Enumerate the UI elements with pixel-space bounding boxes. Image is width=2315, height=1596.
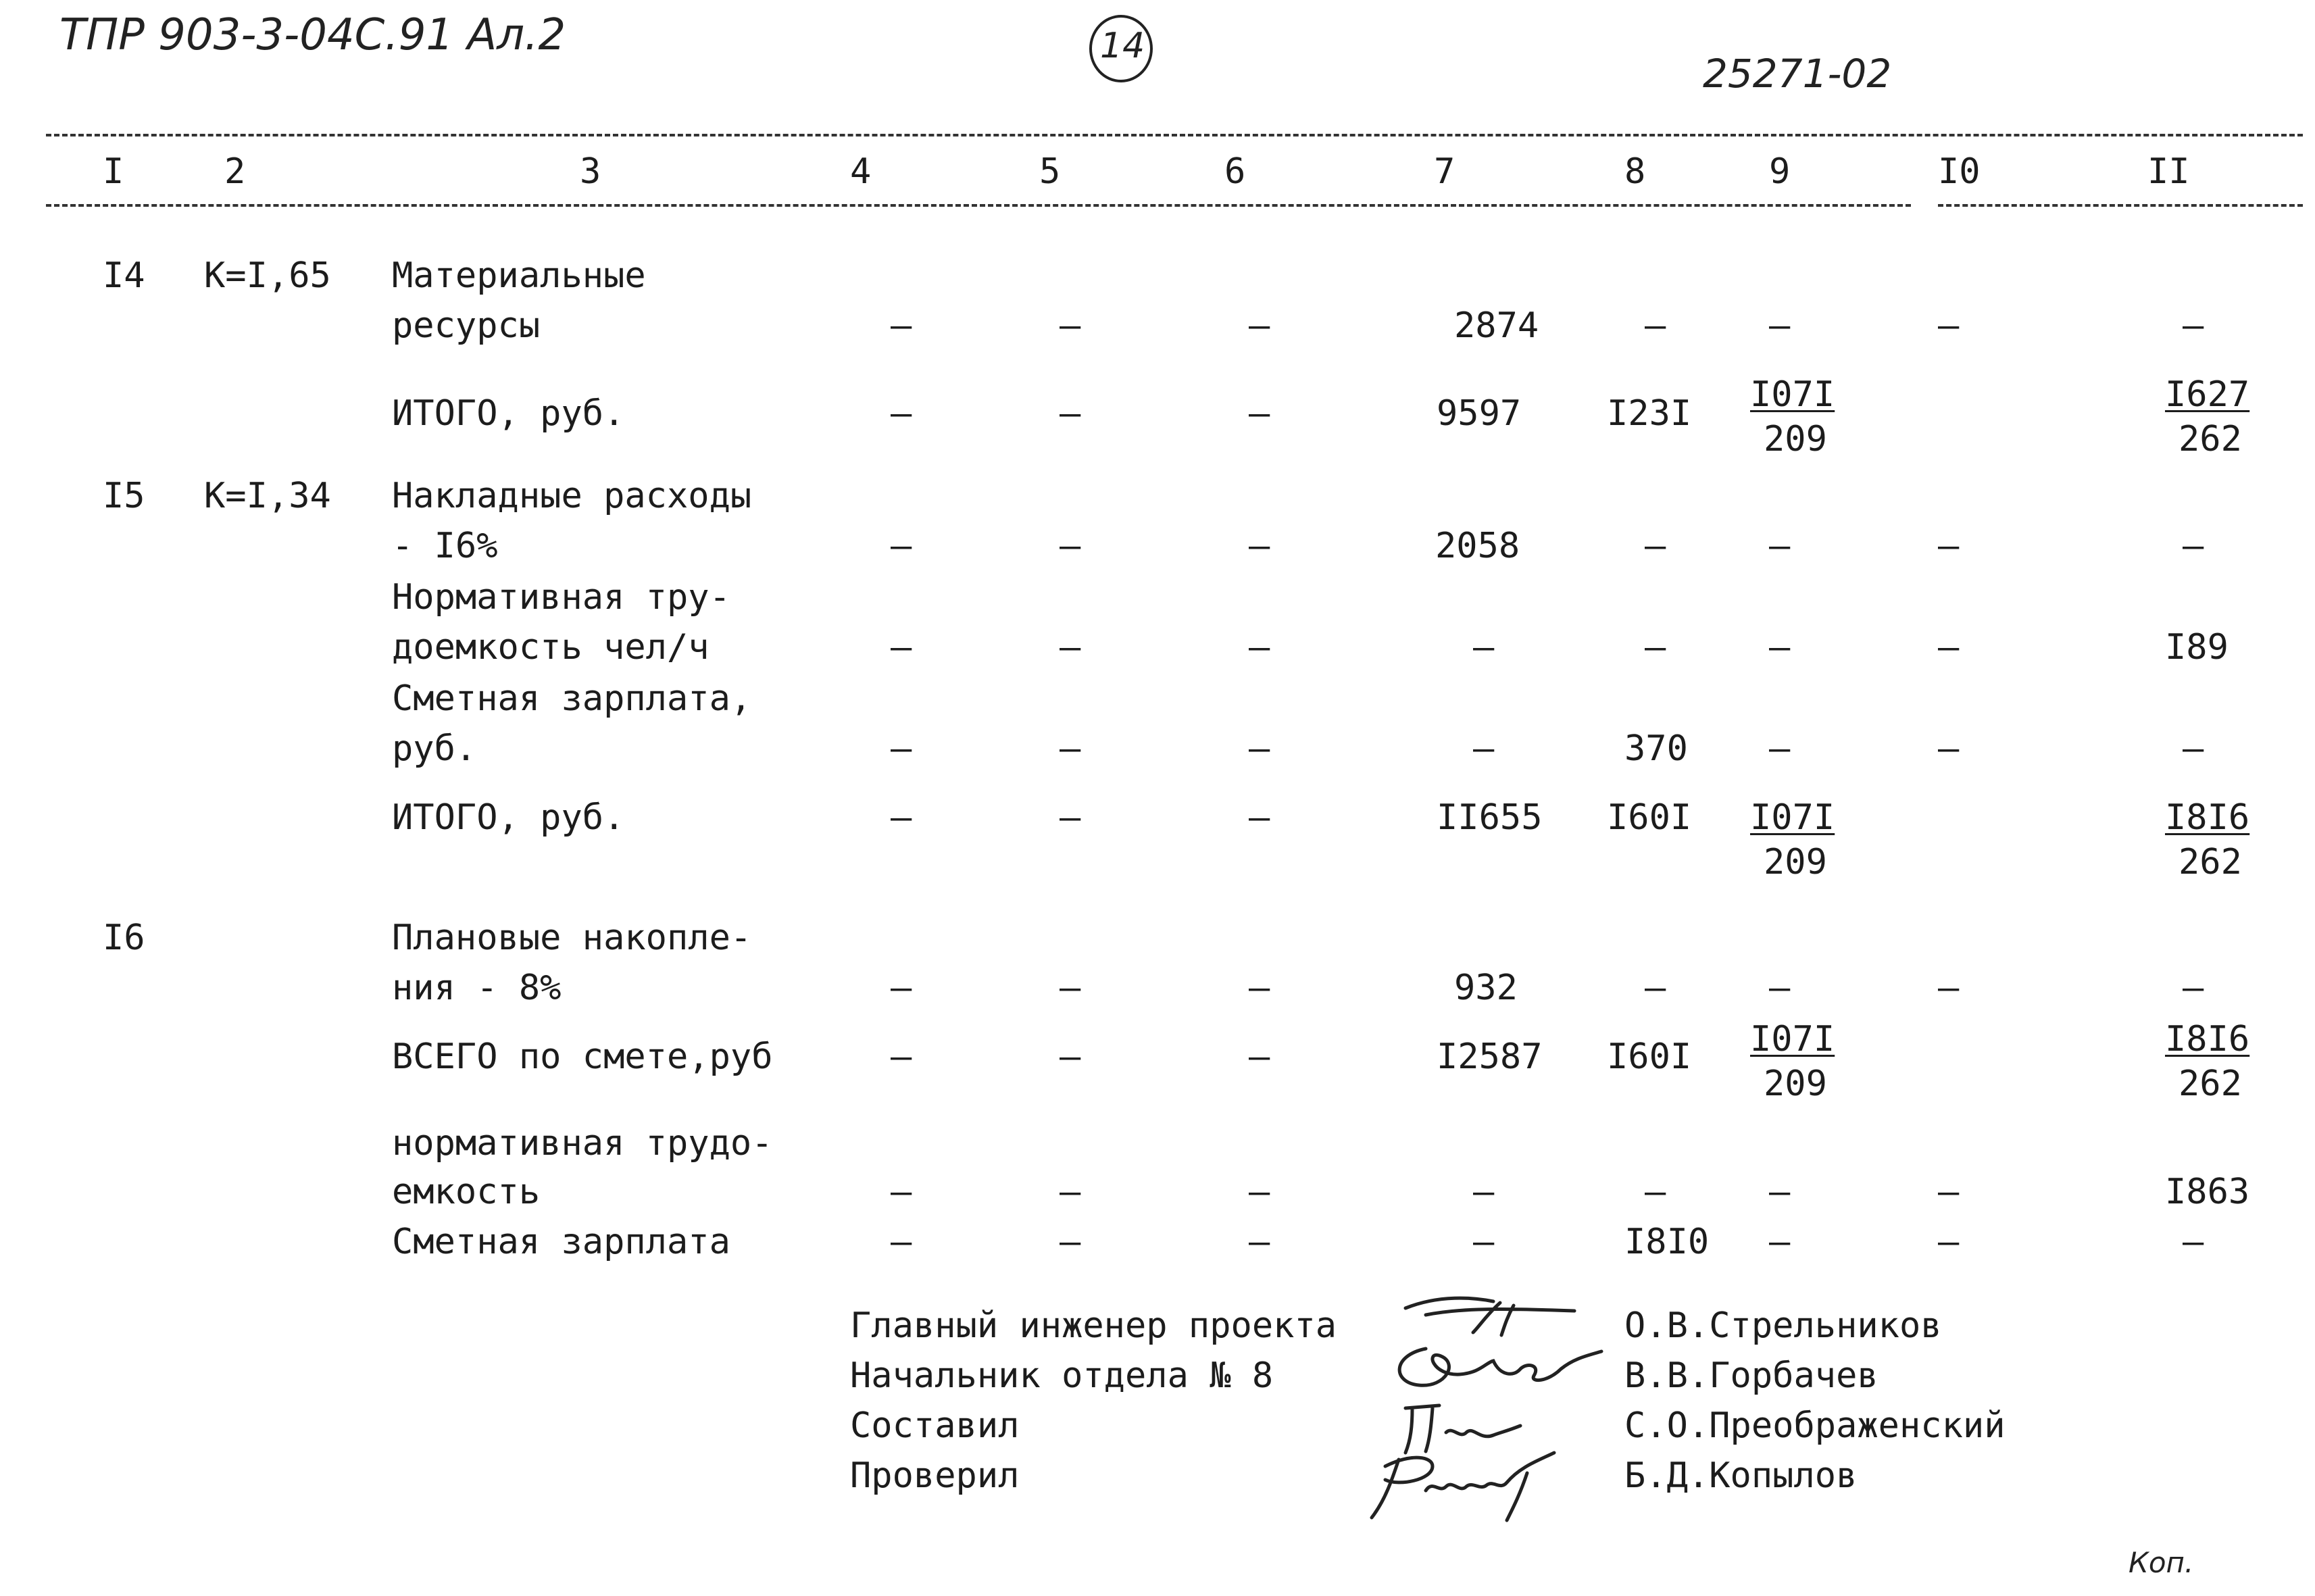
signatory-name: Б.Д.Копылов: [1624, 1455, 1858, 1496]
fraction-cell: [2165, 1019, 2250, 1104]
row-label: Материальные: [392, 255, 646, 296]
page-number: 14: [1100, 26, 1145, 66]
fraction-denominator: 262: [2179, 1064, 2242, 1104]
signatory-role: Начальник отдела № 8: [850, 1355, 1274, 1396]
fraction-numerator: I8I6: [2165, 797, 2250, 838]
cell: –: [1473, 627, 1495, 668]
cell: 9597: [1437, 393, 1522, 434]
cell: –: [1249, 526, 1270, 566]
row-label: емкость: [392, 1172, 541, 1212]
row-number: I5: [103, 476, 145, 516]
cell: –: [1249, 1037, 1270, 1077]
row-label: руб.: [392, 728, 477, 769]
fraction-cell: [1750, 797, 1835, 882]
row-label: ВСЕГО по смете,руб: [392, 1037, 773, 1077]
fraction-numerator: I07I: [1750, 797, 1835, 838]
cell: –: [1249, 1172, 1270, 1212]
cell: –: [1060, 797, 1081, 838]
row-label: ИТОГО, руб.: [392, 393, 625, 434]
row-label: Накладные расходы: [392, 476, 752, 516]
column-header: 8: [1624, 151, 1646, 192]
document-code: ТПР 903-3-04С.91 Ал.2: [59, 10, 566, 60]
signatory-role: Главный инженер проекта: [850, 1305, 1337, 1346]
column-header: I: [103, 151, 124, 192]
row-coefficient: К=I,34: [204, 476, 331, 516]
column-header: 7: [1434, 151, 1455, 192]
cell: –: [891, 1037, 912, 1077]
cell: 2874: [1454, 305, 1539, 346]
cell: –: [1938, 728, 1960, 769]
fraction-denominator: 262: [2179, 842, 2242, 882]
column-header: II: [2147, 151, 2190, 192]
signatory-name: С.О.Преображенский: [1624, 1405, 2006, 1446]
column-header: 4: [850, 151, 872, 192]
cell: –: [891, 526, 912, 566]
cell: I89: [2165, 627, 2229, 668]
cell: –: [1645, 627, 1666, 668]
row-label: доемкость чел/ч: [392, 627, 710, 668]
cell: –: [891, 968, 912, 1008]
cell: –: [1249, 627, 1270, 668]
row-label: ИТОГО, руб.: [392, 797, 625, 838]
cell: –: [1938, 1222, 1960, 1262]
cell: –: [1060, 526, 1081, 566]
fraction-cell: [2165, 797, 2250, 882]
cell: –: [891, 728, 912, 769]
cell: 932: [1454, 968, 1518, 1008]
cell: –: [1060, 305, 1081, 346]
table-top-rule: [46, 134, 2303, 136]
cell: –: [1249, 305, 1270, 346]
cell: –: [2183, 305, 2204, 346]
cell: –: [1060, 1172, 1081, 1212]
table-header-rule-right: [1938, 204, 2303, 207]
fraction-denominator: 209: [1764, 1064, 1827, 1104]
cell: I863: [2165, 1172, 2250, 1212]
cell: –: [1060, 728, 1081, 769]
row-label: Плановые накопле-: [392, 918, 752, 958]
signature-strelnikov-image: [1399, 1288, 1588, 1342]
cell: –: [1938, 1172, 1960, 1212]
cell: –: [1249, 728, 1270, 769]
fraction-numerator: I07I: [1750, 1019, 1835, 1059]
cell: I8I0: [1624, 1222, 1710, 1262]
cell: –: [1473, 1222, 1495, 1262]
cell: –: [1769, 1222, 1791, 1262]
cell: –: [1938, 968, 1960, 1008]
cell: –: [891, 627, 912, 668]
column-header: 3: [580, 151, 601, 192]
cell: –: [1645, 1172, 1666, 1212]
row-label: ресурсы: [392, 305, 541, 346]
fraction-cell: [1750, 374, 1835, 459]
cell: –: [1938, 627, 1960, 668]
fraction-cell: [2165, 374, 2250, 459]
row-number: I6: [103, 918, 145, 958]
signatory-name: В.В.Горбачев: [1624, 1355, 1878, 1396]
cell: –: [1769, 1172, 1791, 1212]
cell: –: [1769, 305, 1791, 346]
cell: –: [891, 1172, 912, 1212]
fraction-denominator: 209: [1764, 419, 1827, 459]
signatory-name: О.В.Стрельников: [1624, 1305, 1942, 1346]
cell: –: [2183, 968, 2204, 1008]
cell: –: [1249, 797, 1270, 838]
cell: –: [1060, 627, 1081, 668]
fraction-denominator: 262: [2179, 419, 2242, 459]
cell: –: [2183, 728, 2204, 769]
cell: I2587: [1437, 1037, 1543, 1077]
cell: –: [1473, 1172, 1495, 1212]
row-number: I4: [103, 255, 145, 296]
fraction-numerator: I07I: [1750, 374, 1835, 415]
cell: –: [1060, 393, 1081, 434]
fraction-denominator: 209: [1764, 842, 1827, 882]
cell: I60I: [1607, 1037, 1692, 1077]
row-label: нормативная трудо-: [392, 1123, 773, 1164]
cell: –: [1249, 968, 1270, 1008]
cell: –: [891, 1222, 912, 1262]
fraction-numerator: I627: [2165, 374, 2250, 415]
cell: 370: [1624, 728, 1688, 769]
cell: –: [1769, 526, 1791, 566]
cell: –: [2183, 1222, 2204, 1262]
column-header: 9: [1769, 151, 1791, 192]
cell: 2058: [1435, 526, 1520, 566]
cell: –: [1060, 968, 1081, 1008]
fraction-cell: [1750, 1019, 1835, 1104]
cell: –: [1769, 627, 1791, 668]
row-label: Нормативная тру-: [392, 577, 730, 618]
cell: –: [1769, 728, 1791, 769]
cell: –: [1645, 526, 1666, 566]
row-label: Сметная зарплата,: [392, 678, 752, 719]
row-label: ния - 8%: [392, 968, 562, 1008]
archive-number: 25271-02: [1703, 51, 1892, 97]
cell: –: [1645, 305, 1666, 346]
column-header: 2: [224, 151, 246, 192]
cell: –: [891, 393, 912, 434]
cell: I60I: [1607, 797, 1692, 838]
column-header: 5: [1039, 151, 1061, 192]
cell: –: [1938, 305, 1960, 346]
cell: –: [891, 305, 912, 346]
row-coefficient: К=I,65: [204, 255, 331, 296]
cell: –: [1769, 968, 1791, 1008]
cell: –: [1938, 526, 1960, 566]
cell: –: [1645, 968, 1666, 1008]
fraction-numerator: I8I6: [2165, 1019, 2250, 1059]
row-label: - I6%: [392, 526, 498, 566]
cell: –: [1249, 393, 1270, 434]
cell: –: [891, 797, 912, 838]
cell: I23I: [1607, 393, 1692, 434]
row-label: Сметная зарплата: [392, 1222, 730, 1262]
signature-gorbachev-image: [1385, 1335, 1608, 1403]
corner-mark: Коп.: [2129, 1546, 2194, 1579]
signature-kopylov-image: [1358, 1439, 1581, 1527]
table-header-rule: [46, 204, 1911, 207]
signatory-role: Проверил: [850, 1455, 1020, 1496]
cell: II655: [1437, 797, 1543, 838]
cell: –: [1060, 1222, 1081, 1262]
signatory-role: Составил: [850, 1405, 1020, 1446]
cell: –: [1060, 1037, 1081, 1077]
cell: –: [2183, 526, 2204, 566]
cell: –: [1249, 1222, 1270, 1262]
cell: –: [1473, 728, 1495, 769]
column-header: 6: [1224, 151, 1246, 192]
column-header: I0: [1938, 151, 1981, 192]
